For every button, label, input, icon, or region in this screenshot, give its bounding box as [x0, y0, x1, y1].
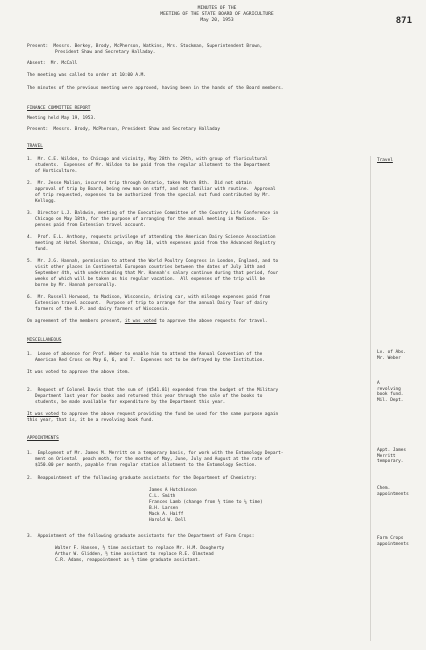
absent-line: Absent: Mr. McCall — [27, 61, 78, 66]
farm-name-2: Arthur W. Glidden, ½ time assistant to replace R.E. Olmstead — [55, 552, 214, 557]
travel-item-6-line-2: Extension travel account. Purpose of trip to arrange for the annual Dairy Tour of dairy — [35, 301, 268, 306]
travel-item-2: 2. Mr. Jesse Malion, incurred trip through Ontario, taken March 8th. Did not obtain — [27, 181, 252, 186]
travel-item-6-line-3: farmers of the U.P. and dairy farmers of Wisconsin. — [35, 307, 170, 312]
margin-farm-crops: Farm Crops appointments — [377, 536, 409, 547]
margin-appt-merritt: Appt. James Merritt temporary. — [377, 448, 407, 465]
misc-item-1: 1. Leave of absence for Prof. Weber to enable him to attend the Annual Convention of the — [27, 352, 263, 357]
travel-item-5-line-3: September 4th, with understanding that Mr. Hannah's salary continue during that period, four — [35, 271, 279, 276]
misc-voted-2: It was voted to approve the above request providing the fund be used for the same purpose again — [27, 412, 279, 417]
travel-item-1: 1. Mr. C.E. Wildon, to Chicago and vicinity, May 28th to 29th, with group of floricultural — [27, 157, 268, 162]
travel-item-5-line-5: borne by Mr. Hannah personally. — [35, 283, 117, 288]
misc-item-2-line-3: students, be made available for expenditure by the Department this year. — [35, 400, 226, 405]
previous-minutes: The minutes of the previous meeting were approved, having been in the hands of the Board members. — [27, 86, 284, 91]
travel-motion: On agreement of the members present, it was voted to approve the above requests for travel. — [27, 319, 268, 324]
travel-item-2-line-2: approval of trip by Board, being new man on staff, and not familiar with routine. Approval — [35, 187, 276, 192]
appointment-item-3: 3. Appointment of the following graduate assistants for the Department of Farm Crops: — [27, 534, 255, 539]
chem-name-3: Frances Lamb (change from ½ time to ¼ time) — [149, 500, 263, 505]
travel-item-1-line-2: students. Expenses of Mr. Wildon to be paid from the regular allotment to the Department — [35, 163, 271, 168]
header-line-3: May 20, 1953 — [200, 18, 234, 23]
header-line-2: MEETING OF THE STATE BOARD OF AGRICULTURE — [160, 12, 274, 17]
chem-name-5: Mack A. Haiff — [149, 512, 184, 517]
present-line-1: Present: Messrs. Berkey, Brody, McPherson, Watkins, Mrs. Stockman, Superintendent Brown, — [27, 44, 263, 49]
margin-revolving-fund: A revolving book fund. Mil. Dept. — [377, 381, 404, 403]
appointment-item-1-line-2: ment on Oriental peach moth, for the months of May, June, July and August at the rate of — [35, 457, 271, 462]
misc-heading: MISCELLANEOUS — [27, 338, 62, 343]
header-line-1: MINUTES OF THE — [197, 6, 237, 11]
misc-voted-1: It was voted to approve the above item. — [27, 370, 131, 375]
present-line-2: President Shaw and Secretary Halladay. — [55, 50, 156, 55]
travel-item-4-line-3: fund. — [35, 247, 49, 252]
travel-item-3: 3. Director L.J. Baldwin, meeting of the Executive Committee of the Country Life Conference in — [27, 211, 279, 216]
travel-item-3-line-3: penses paid from Extension travel account. — [35, 223, 147, 228]
margin-rule — [370, 156, 371, 641]
farm-name-3: C.R. Adams, reappointment as ½ time graduate assistant. — [55, 558, 201, 563]
misc-item-1-line-2: American Red Cross on May 6, 6, and 7. Expenses not to be defrayed by the Institution. — [35, 358, 265, 363]
called-to-order: The meeting was called to order at 10:00 A.M. — [27, 73, 146, 78]
appointment-item-1: 1. Employment of Mr. James M. Merritt on a temporary basis, for work with the Entomology Depart- — [27, 451, 284, 456]
misc-item-2: 2. Request of Colonel Davis that the sum of ($541.81) expended from the budget of the Military — [27, 388, 279, 393]
travel-item-5-line-4: weeks of which will be taken as his regular vacation. All expenses of the trip will be — [35, 277, 265, 282]
farm-name-1: Walter F. Hansen, ½ time assistant to replace Mr. H.M. Dougherty — [55, 546, 225, 551]
travel-item-4-line-2: meeting at Hotel Sherman, Chicago, on May 10, with expenses paid from the Advanced Registry — [35, 241, 276, 246]
appointments-heading: APPOINTMENTS — [27, 436, 59, 441]
margin-leave-of-absence: Lv. of Abs. Mr. Weber — [377, 350, 407, 361]
margin-chem-appointments: Chem. appointments — [377, 486, 409, 497]
minutes-header — [14, 6, 420, 24]
travel-item-4: 4. Prof. E.L. Anthony, requests privilege of attending the American Dairy Science Association — [27, 235, 276, 240]
chem-name-2: C.L. Smith — [149, 494, 176, 499]
travel-item-5: 5. Mr. J.G. Hannah, permission to attend the World Poultry Congress in London, England, and to — [27, 259, 279, 264]
travel-item-2-line-3: of trip requested, expenses to be authorized from the special nut fund contributed by Mr. — [35, 193, 271, 198]
travel-item-2-line-4: Kellogg. — [35, 199, 57, 204]
travel-item-5-line-2: visit other places in Continental European countries between the dates of July 14th and — [35, 265, 265, 270]
travel-item-6: 6. Mr. Russell Horwood, to Madison, Wisconsin, driving car, with mileage expenses paid from — [27, 295, 271, 300]
misc-item-2-line-2: Department last year for books and returned this year through the sale of the books to — [35, 394, 263, 399]
margin-travel: Travel — [377, 158, 393, 163]
chem-name-1: James A Hutchinson — [149, 488, 197, 493]
finance-present: Present: Messrs. Brody, McPherson, President Shaw and Secretary Halladay — [27, 127, 220, 132]
finance-meeting-date: Meeting held May 19, 1953. — [27, 116, 96, 121]
appointment-item-2: 2. Reappointment of the following graduate assistants for the Department of Chemistry: — [27, 476, 257, 481]
chem-name-6: Harold W. Dell — [149, 518, 187, 523]
travel-item-3-line-2: Chicago on May 18th, for the purpose of arranging for the annual meeting in Madison. Ex- — [35, 217, 271, 222]
document-page — [14, 6, 420, 646]
page-number: 871 — [395, 16, 412, 26]
travel-heading: TRAVEL — [27, 144, 43, 149]
chem-name-4: B.H. Larsen — [149, 506, 179, 511]
finance-heading: FINANCE COMMITTEE REPORT — [27, 106, 91, 111]
appointment-item-1-line-3: $150.00 per month, payable from regular station allotment to the Entomology Section. — [35, 463, 258, 468]
misc-voted-2-line-2: this year, that is, it be a revolving book fund. — [27, 418, 154, 423]
travel-item-1-line-3: of Horticulture. — [35, 169, 78, 174]
